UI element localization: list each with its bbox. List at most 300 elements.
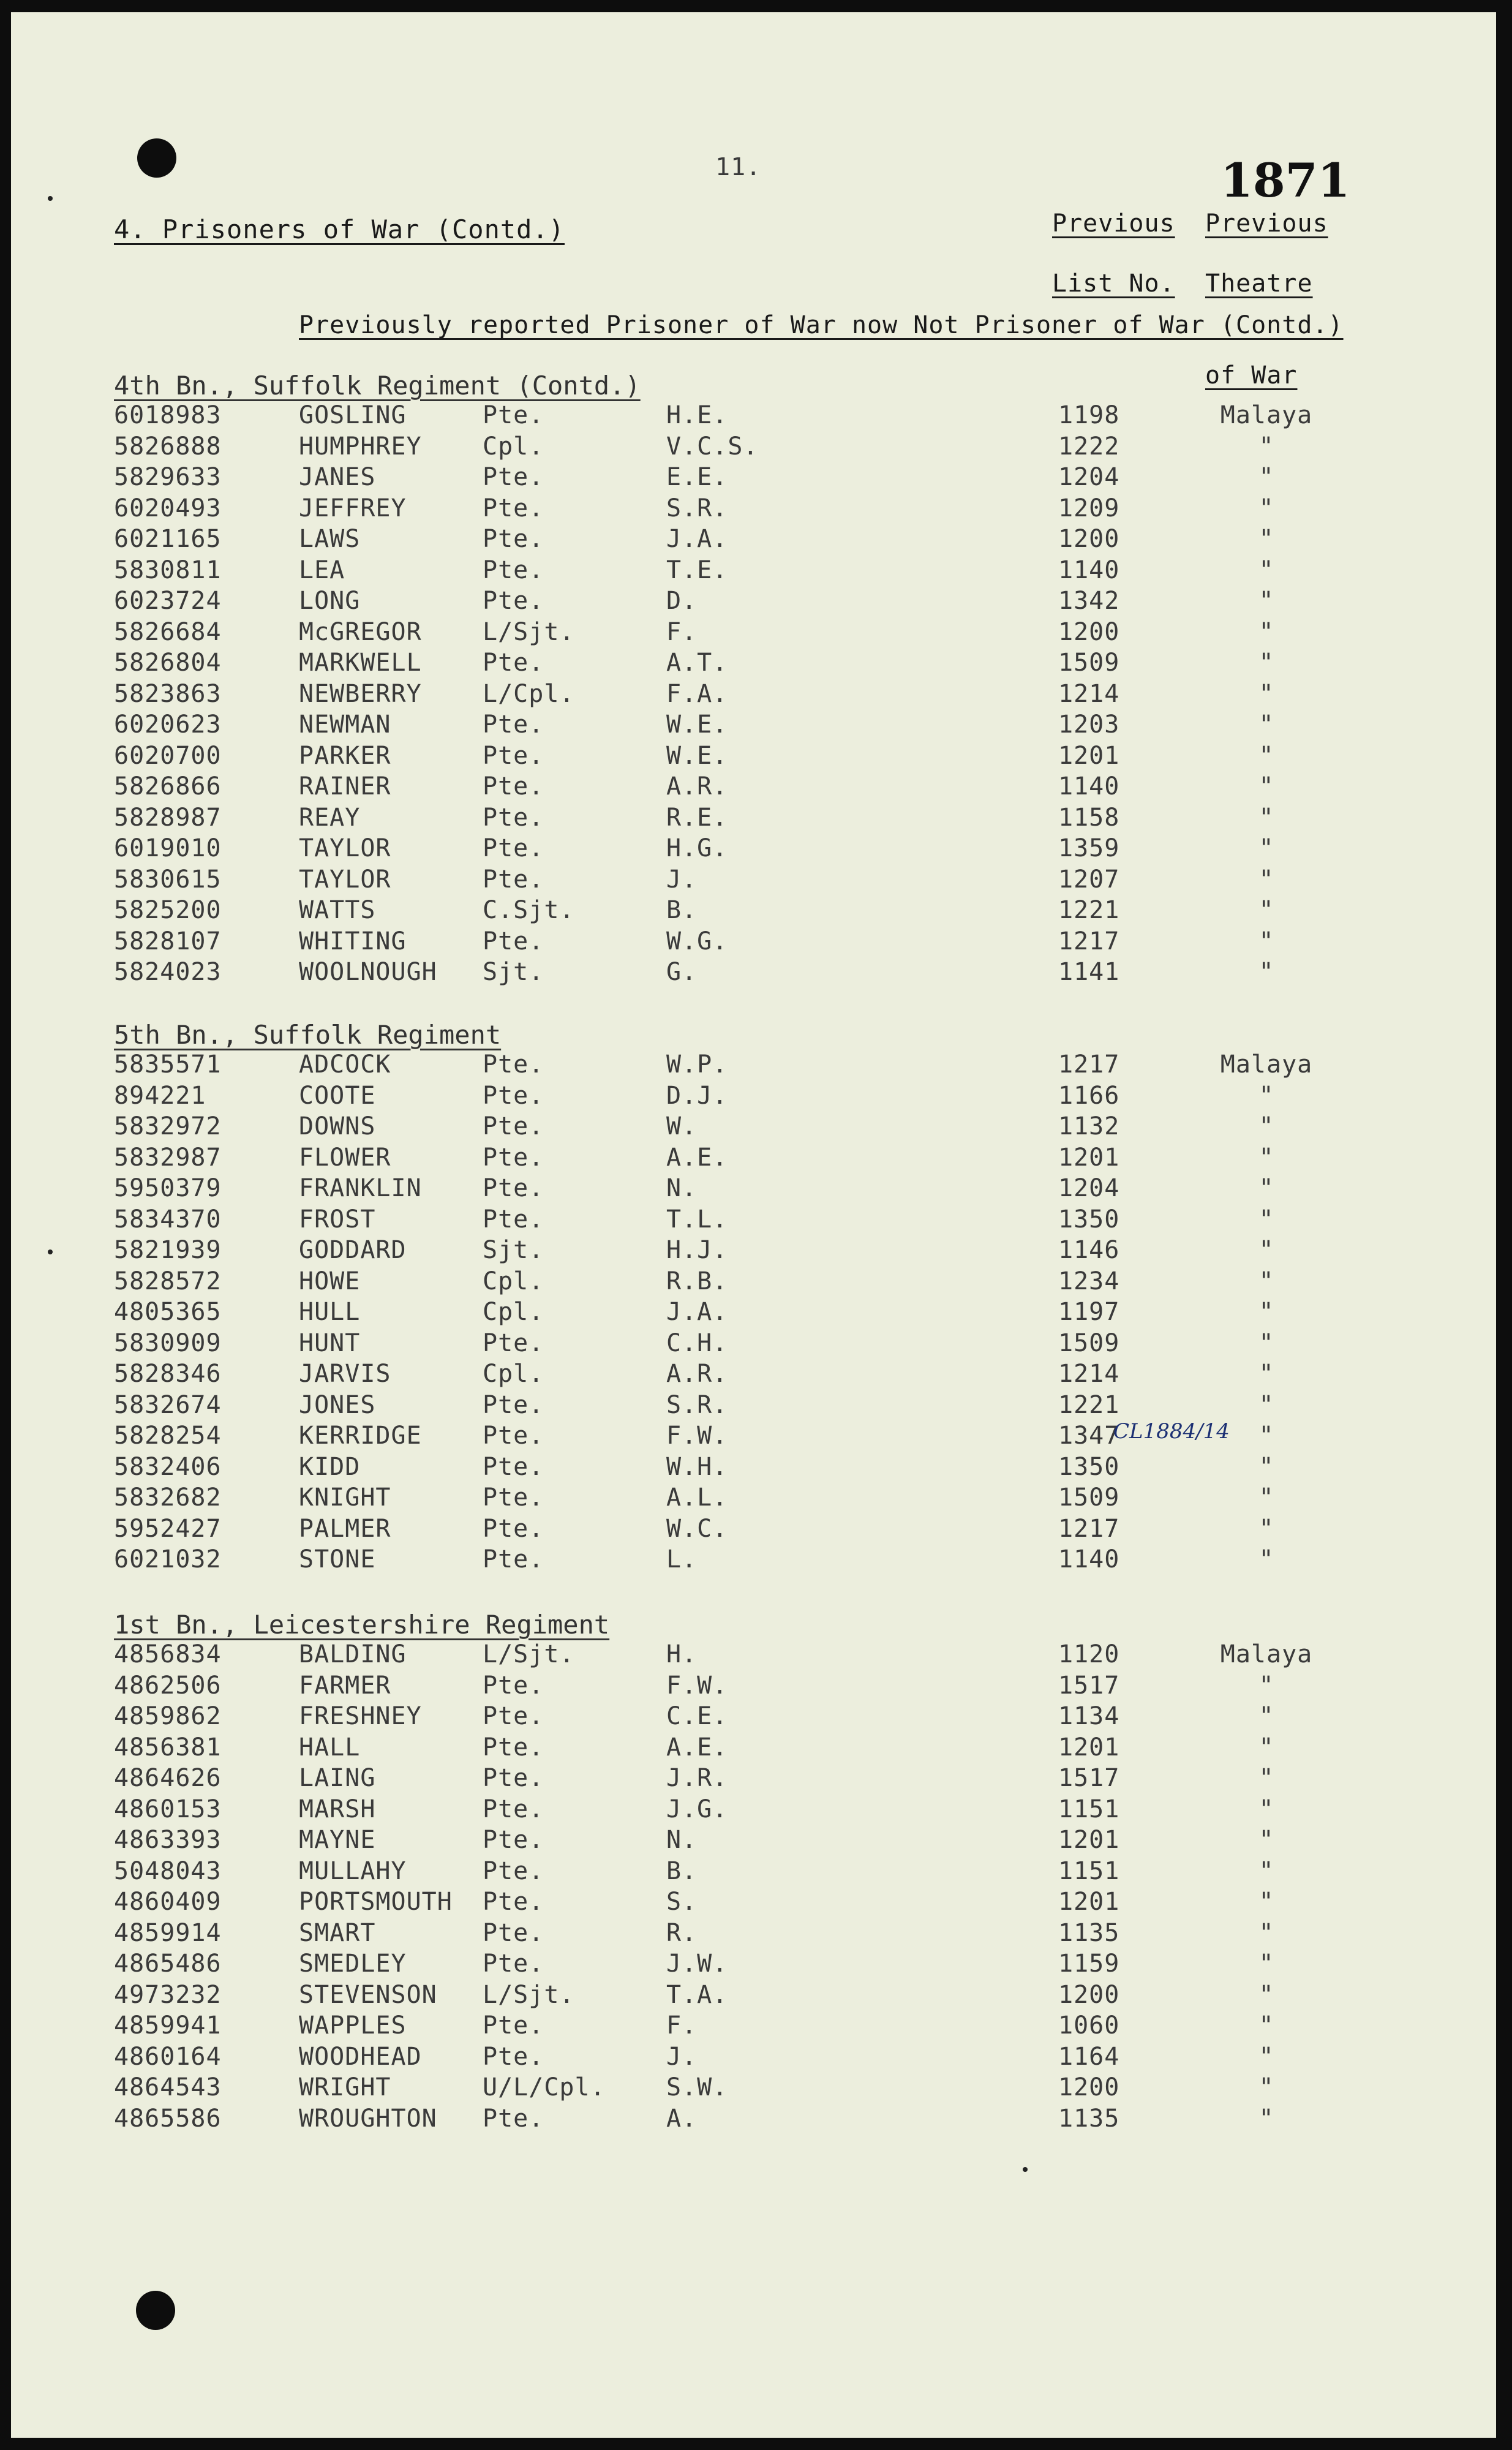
table-row [11,649,1496,679]
surname-cell: ADCOCK [299,1050,391,1079]
rank-cell: Pte. [483,401,544,429]
surname-cell: TAYLOR [299,865,391,894]
initials-cell: D. [666,587,698,615]
surname-cell: TAYLOR [299,834,391,862]
service-number-cell: 5826888 [114,432,222,461]
service-number-cell: 5832972 [114,1112,222,1140]
rank-cell: Pte. [483,834,544,862]
previous-theatre-cell: " [1258,958,1274,986]
initials-cell: N. [666,1826,698,1854]
regiment-title-text: 5th Bn., Suffolk Regiment [114,1020,502,1050]
surname-cell: LONG [299,587,361,615]
initials-cell: A.E. [666,1143,728,1172]
rank-cell: Pte. [483,1950,544,1978]
initials-cell: H.G. [666,834,728,862]
initials-cell: F. [666,2011,698,2040]
previous-list-no-cell: 1198 [1058,401,1120,429]
rank-cell: Pte. [483,1545,544,1574]
service-number-cell: 4864543 [114,2073,222,2101]
table-row [11,401,1496,432]
initials-cell: R.B. [666,1267,728,1295]
previous-theatre-cell: " [1258,494,1274,522]
surname-cell: WOOLNOUGH [299,958,437,986]
previous-theatre-cell: Malaya [1220,401,1313,429]
previous-theatre-cell: " [1258,1514,1274,1543]
list-subtitle-text: Previously reported Prisoner of War now Not Prisoner of War (Contd.) [299,311,1344,339]
rank-cell: Pte. [483,1826,544,1854]
previous-list-no-cell: 1141 [1058,958,1120,986]
initials-cell: A.R. [666,772,728,801]
col-header-previous-list [1052,209,1175,298]
rank-cell: L/Sjt. [483,1980,575,2009]
rank-cell: Cpl. [483,1298,544,1326]
initials-cell: V.C.S. [666,432,759,461]
surname-cell: McGREGOR [299,617,422,646]
table-row [11,432,1496,463]
previous-theatre-cell: " [1258,463,1274,491]
previous-list-no-cell: 1132 [1058,1112,1120,1140]
service-number-cell: 4805365 [114,1298,222,1326]
previous-list-no-cell: 1221 [1058,1390,1120,1419]
previous-theatre-cell: " [1258,834,1274,862]
previous-theatre-cell: " [1258,1236,1274,1264]
initials-cell: J.W. [666,1950,728,1978]
surname-cell: PALMER [299,1514,391,1543]
rank-cell: Sjt. [483,958,544,986]
document-page [11,12,1496,2438]
previous-list-no-cell: 1509 [1058,1329,1120,1357]
table-row [11,834,1496,865]
margin-speck [1023,2167,1028,2172]
table-row [11,1795,1496,1826]
service-number-cell: 5832406 [114,1452,222,1481]
service-number-cell: 5828254 [114,1422,222,1450]
previous-theatre-cell: " [1258,865,1274,894]
service-number-cell: 4856381 [114,1733,222,1762]
table-row [11,2073,1496,2104]
surname-cell: STEVENSON [299,1980,437,2009]
rank-cell: Pte. [483,1918,544,1947]
previous-list-no-cell: 1140 [1058,772,1120,801]
service-number-cell: 6023724 [114,587,222,615]
table-row [11,1733,1496,1764]
rank-cell: Pte. [483,2042,544,2071]
initials-cell: E.E. [666,463,728,491]
surname-cell: DOWNS [299,1112,376,1140]
surname-cell: WATTS [299,896,376,924]
col-header-previous-theatre [1205,209,1328,390]
table-row [11,463,1496,494]
previous-theatre-cell: " [1258,1795,1274,1823]
service-number-cell: 5824023 [114,958,222,986]
initials-cell: A.L. [666,1483,728,1512]
service-number-cell: 5828346 [114,1360,222,1388]
rank-cell: Pte. [483,1483,544,1512]
surname-cell: STONE [299,1545,376,1574]
table-row [11,1981,1496,2011]
table-row [11,1050,1496,1081]
initials-cell: W.E. [666,710,728,739]
previous-list-no-cell: 1158 [1058,803,1120,832]
rank-cell: Pte. [483,2011,544,2040]
previous-list-no-cell: 1151 [1058,1856,1120,1885]
rank-cell: Pte. [483,649,544,677]
table-row [11,1857,1496,1888]
surname-cell: LAWS [299,525,361,553]
previous-theatre-cell: " [1258,1390,1274,1419]
surname-cell: KERRIDGE [299,1422,422,1450]
initials-cell: C.H. [666,1329,728,1357]
rank-cell: L/Cpl. [483,679,575,708]
surname-cell: MULLAHY [299,1856,407,1885]
surname-cell: LAING [299,1764,376,1792]
service-number-cell: 6018983 [114,401,222,429]
initials-cell: T.A. [666,1980,728,2009]
surname-cell: FLOWER [299,1143,391,1172]
previous-list-no-cell: 1120 [1058,1640,1120,1668]
service-number-cell: 6021032 [114,1545,222,1574]
surname-cell: BALDING [299,1640,407,1668]
initials-cell: R.E. [666,803,728,832]
service-number-cell: 4859914 [114,1918,222,1947]
table-row [11,1267,1496,1298]
surname-cell: NEWMAN [299,710,391,739]
previous-theatre-cell: " [1258,1950,1274,1978]
previous-theatre-cell: " [1258,772,1274,801]
initials-cell: F. [666,617,698,646]
surname-cell: KIDD [299,1452,361,1481]
table-row [11,1515,1496,1545]
table-row [11,680,1496,710]
previous-theatre-cell: " [1258,1081,1274,1110]
initials-cell: W.P. [666,1050,728,1079]
rank-cell: L/Sjt. [483,1640,575,1668]
previous-list-no-cell: 1204 [1058,1174,1120,1202]
table-row [11,1672,1496,1702]
service-number-cell: 4865486 [114,1950,222,1978]
previous-list-no-cell: 1214 [1058,1360,1120,1388]
rank-cell: Pte. [483,1671,544,1700]
previous-theatre-cell: " [1258,1856,1274,1885]
surname-cell: PORTSMOUTH [299,1888,453,1916]
table-row [11,1919,1496,1950]
previous-list-no-cell: 1135 [1058,2104,1120,2133]
rank-cell: Pte. [483,1764,544,1792]
initials-cell: W.E. [666,741,728,770]
rank-cell: Pte. [483,2104,544,2133]
rank-cell: Pte. [483,1888,544,1916]
previous-list-no-cell: 1166 [1058,1081,1120,1110]
table-row [11,618,1496,649]
previous-theatre-cell: " [1258,1483,1274,1512]
service-number-cell: 4973232 [114,1980,222,2009]
col-header-line: Theatre [1205,270,1313,298]
service-number-cell: 5834370 [114,1205,222,1234]
table-row [11,1453,1496,1483]
rank-cell: Pte. [483,772,544,801]
previous-list-no-cell: 1342 [1058,587,1120,615]
rank-cell: Pte. [483,1174,544,1202]
surname-cell: WAPPLES [299,2011,407,2040]
previous-theatre-cell: " [1258,1702,1274,1730]
previous-list-no-cell: 1201 [1058,1143,1120,1172]
initials-cell: J.R. [666,1764,728,1792]
previous-theatre-cell: " [1258,556,1274,584]
table-row [11,772,1496,803]
service-number-cell: 6020623 [114,710,222,739]
initials-cell: F.W. [666,1422,728,1450]
rank-cell: Pte. [483,1143,544,1172]
previous-list-no-cell: 1201 [1058,1826,1120,1854]
service-number-cell: 5830811 [114,556,222,584]
service-number-cell: 5821939 [114,1236,222,1264]
surname-cell: COOTE [299,1081,376,1110]
col-header-line: List No. [1052,270,1175,298]
service-number-cell: 6019010 [114,834,222,862]
previous-list-no-cell: 1350 [1058,1452,1120,1481]
table-row [11,958,1496,989]
previous-theatre-cell: " [1258,1671,1274,1700]
rank-cell: Pte. [483,1856,544,1885]
col-header-line: of War [1205,361,1298,390]
service-number-cell: 4863393 [114,1826,222,1854]
service-number-cell: 5823863 [114,679,222,708]
initials-cell: D.J. [666,1081,728,1110]
rank-cell: L/Sjt. [483,617,575,646]
table-row [11,1419,1496,1452]
service-number-cell: 4860153 [114,1795,222,1823]
initials-cell: N. [666,1174,698,1202]
service-number-cell: 6021165 [114,525,222,553]
table-row [11,710,1496,741]
rank-cell: Pte. [483,1050,544,1079]
service-number-cell: 5835571 [114,1050,222,1079]
table-row [11,1112,1496,1143]
previous-theatre-cell: " [1258,1422,1274,1450]
surname-cell: JARVIS [299,1360,391,1388]
margin-speck [48,196,53,201]
table-row [11,865,1496,896]
previous-list-no-cell: 1509 [1058,649,1120,677]
service-number-cell: 5826684 [114,617,222,646]
previous-list-no-cell: 1214 [1058,679,1120,708]
previous-list-no-cell: 1200 [1058,617,1120,646]
rank-cell: Pte. [483,556,544,584]
table-row [11,1545,1496,1576]
table-row [11,1205,1496,1236]
surname-cell: FRANKLIN [299,1174,422,1202]
section-heading [114,214,565,244]
rank-cell: Pte. [483,494,544,522]
previous-list-no-cell: 1359 [1058,834,1120,862]
table-row [11,1826,1496,1856]
previous-theatre-cell: " [1258,803,1274,832]
previous-list-no-cell: 1060 [1058,2011,1120,2040]
punch-hole-top [137,138,176,178]
table-row [11,1950,1496,1980]
service-number-cell: 4859941 [114,2011,222,2040]
regiment-title-text: 1st Bn., Leicestershire Regiment [114,1610,610,1640]
previous-theatre-cell: " [1258,432,1274,461]
rank-cell: Pte. [483,1329,544,1357]
previous-list-no-cell: 1134 [1058,1702,1120,1730]
service-number-cell: 4860409 [114,1888,222,1916]
service-number-cell: 4856834 [114,1640,222,1668]
initials-cell: F.W. [666,1671,728,1700]
regiment-title-text: 4th Bn., Suffolk Regiment (Contd.) [114,371,641,401]
rank-cell: Pte. [483,1422,544,1450]
previous-theatre-cell: " [1258,710,1274,739]
initials-cell: W.G. [666,927,728,956]
previous-list-no-cell: 1201 [1058,741,1120,770]
previous-list-no-cell: 1234 [1058,1267,1120,1295]
service-number-cell: 5830615 [114,865,222,894]
previous-theatre-cell: " [1258,1452,1274,1481]
surname-cell: GODDARD [299,1236,407,1264]
service-number-cell: 5825200 [114,896,222,924]
previous-list-no-cell: 1151 [1058,1795,1120,1823]
previous-list-no-cell: 1517 [1058,1764,1120,1792]
previous-theatre-cell: " [1258,741,1274,770]
initials-cell: W.H. [666,1452,728,1481]
service-number-cell: 5829633 [114,463,222,491]
rank-cell: Pte. [483,1795,544,1823]
service-number-cell: 4859862 [114,1702,222,1730]
previous-theatre-cell: " [1258,649,1274,677]
initials-cell: L. [666,1545,698,1574]
initials-cell: H. [666,1640,698,1668]
surname-cell: MAYNE [299,1826,376,1854]
previous-theatre-cell: " [1258,1298,1274,1326]
table-row [11,2105,1496,2135]
surname-cell: FARMER [299,1671,391,1700]
regiment-title [114,1610,609,1640]
rank-cell: Pte. [483,710,544,739]
initials-cell: J.G. [666,1795,728,1823]
previous-theatre-cell: " [1258,617,1274,646]
rank-cell: C.Sjt. [483,896,575,924]
previous-theatre-cell: " [1258,927,1274,956]
service-number-cell: 5832682 [114,1483,222,1512]
previous-list-no-cell: 1201 [1058,1733,1120,1762]
previous-theatre-cell: " [1258,1918,1274,1947]
table-row [11,1391,1496,1422]
service-number-cell: 6020493 [114,494,222,522]
previous-list-no-cell: 1135 [1058,1918,1120,1947]
initials-cell: S.R. [666,494,728,522]
previous-list-no-cell: 1200 [1058,1980,1120,2009]
surname-cell: WROUGHTON [299,2104,437,2133]
previous-theatre-cell: " [1258,896,1274,924]
service-number-cell: 5832987 [114,1143,222,1172]
initials-cell: S. [666,1888,698,1916]
table-row [11,525,1496,556]
surname-cell: HUNT [299,1329,361,1357]
service-number-cell: 4864626 [114,1764,222,1792]
previous-theatre-cell: " [1258,1143,1274,1172]
table-row [11,556,1496,587]
surname-cell: SMEDLEY [299,1950,407,1978]
previous-theatre-cell: " [1258,2011,1274,2040]
rank-cell: U/L/Cpl. [483,2073,606,2101]
table-row [11,742,1496,772]
previous-list-no-cell: 1164 [1058,2042,1120,2071]
service-number-cell: 5826804 [114,649,222,677]
service-number-cell: 5832674 [114,1390,222,1419]
surname-cell: JONES [299,1390,376,1419]
table-row [11,1298,1496,1329]
previous-list-no-cell: 1209 [1058,494,1120,522]
previous-theatre-cell: " [1258,1545,1274,1574]
table-row [11,1144,1496,1174]
previous-list-no-cell: 1146 [1058,1236,1120,1264]
col-header-line: Previous [1205,209,1328,238]
initials-cell: A.T. [666,649,728,677]
surname-cell: WOODHEAD [299,2042,422,2071]
service-number-cell: 4860164 [114,2042,222,2071]
initials-cell: T.E. [666,556,728,584]
table-row [11,804,1496,834]
service-number-cell: 4862506 [114,1671,222,1700]
initials-cell: B. [666,896,698,924]
surname-cell: RAINER [299,772,391,801]
rank-cell: Pte. [483,865,544,894]
initials-cell: J. [666,2042,698,2071]
rank-cell: Cpl. [483,1360,544,1388]
surname-cell: JANES [299,463,376,491]
initials-cell: R. [666,1918,698,1947]
previous-list-no-cell: 1203 [1058,710,1120,739]
previous-list-no-cell: 1140 [1058,556,1120,584]
table-row [11,1483,1496,1514]
stamp-number: 1871 [1221,153,1350,208]
initials-cell: W.C. [666,1514,728,1543]
service-number-cell: 5950379 [114,1174,222,1202]
initials-cell: W. [666,1112,698,1140]
surname-cell: HALL [299,1733,361,1762]
rank-cell: Pte. [483,1702,544,1730]
table-row [11,494,1496,525]
page-number: 11. [715,153,762,181]
service-number-cell: 5828107 [114,927,222,956]
service-number-cell: 5952427 [114,1514,222,1543]
previous-list-no-cell: 1197 [1058,1298,1120,1326]
table-row [11,1888,1496,1918]
initials-cell: G. [666,958,698,986]
initials-cell: A. [666,2104,698,2133]
table-row [11,587,1496,617]
service-number-cell: 894221 [114,1081,206,1110]
previous-list-no-cell: 1222 [1058,432,1120,461]
previous-list-no-cell: 1200 [1058,525,1120,553]
previous-list-no-cell: 1201 [1058,1888,1120,1916]
initials-cell: T.L. [666,1205,728,1234]
col-header-line: Previous [1052,209,1175,238]
table-row [11,1329,1496,1360]
initials-cell: C.E. [666,1702,728,1730]
surname-cell: MARSH [299,1795,376,1823]
surname-cell: REAY [299,803,361,832]
table-row [11,1236,1496,1267]
rank-cell: Cpl. [483,1267,544,1295]
previous-list-no-cell: 1217 [1058,1050,1120,1079]
table-row [11,1360,1496,1390]
rank-cell: Pte. [483,1514,544,1543]
initials-cell: F.A. [666,679,728,708]
surname-cell: WHITING [299,927,407,956]
service-number-cell: 5828987 [114,803,222,832]
previous-theatre-cell: " [1258,1733,1274,1762]
